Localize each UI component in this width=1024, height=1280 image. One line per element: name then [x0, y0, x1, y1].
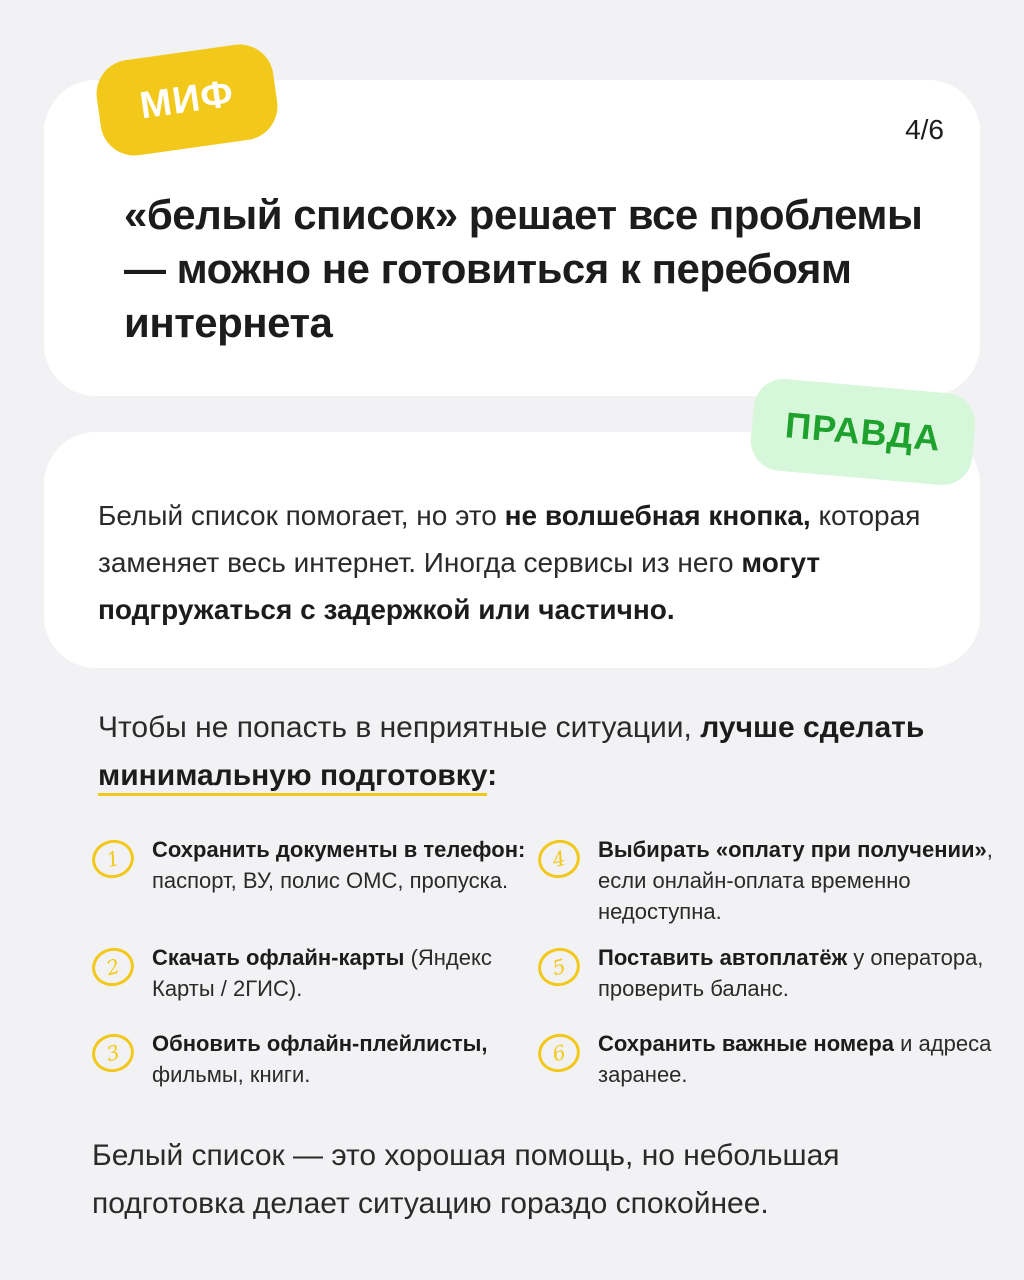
lead-text-bold: лучше сделать: [700, 711, 925, 744]
truth-tag: ПРАВДА: [748, 377, 977, 488]
truth-text-part: которая заменяет весь интернет. Иногда сервисы из него: [98, 500, 921, 578]
tip-rest: фильмы, книги.: [152, 1062, 311, 1087]
tip-number-badge: 6: [534, 1029, 584, 1076]
slide-counter: 4/6: [905, 114, 944, 145]
tip-bold: Обновить офлайн-плейлисты,: [152, 1031, 488, 1056]
footer-conclusion: Белый список — это хорошая помощь, но небольшая подготовка делает ситуацию гораздо спокойнее.: [92, 1139, 840, 1220]
tip-text: [598, 942, 998, 1004]
tip-rest: паспорт, ВУ, полис ОМС, пропуска.: [152, 868, 509, 893]
tip-rest: у оператора, проверить баланс.: [598, 945, 984, 1001]
tip-item: [538, 834, 998, 927]
tip-bold: Сохранить важные номера: [598, 1031, 895, 1056]
tip-text: [598, 834, 998, 927]
truth-text-part: Белый список помогает, но это: [98, 500, 505, 531]
tip-number-badge: 4: [534, 835, 584, 882]
truth-text-bold: могут подгружаться с задержкой или частично.: [98, 547, 821, 625]
tip-bold: Поставить автоплатёж: [598, 945, 848, 970]
tip-number-badge: 2: [88, 943, 138, 990]
tip-rest: (Яндекс Карты / 2ГИС).: [152, 945, 492, 1001]
tip-bold: Скачать офлайн-карты: [152, 945, 405, 970]
tip-rest: , если онлайн-оплата временно недоступна.: [598, 837, 993, 924]
tip-text: [152, 1028, 532, 1090]
tip-bold: Выбирать «оплату при получении»: [598, 837, 987, 862]
tip-text: [152, 834, 532, 896]
tip-number-badge: 1: [88, 835, 138, 882]
tip-item: [538, 942, 998, 1004]
tip-item: [92, 834, 532, 896]
tip-item: [92, 1028, 532, 1090]
lead-text-underlined: минимальную подготовку: [98, 759, 487, 796]
tip-number-badge: 5: [534, 943, 584, 990]
advice-lead: [98, 704, 958, 800]
lead-text-bold: :: [487, 759, 498, 792]
tip-item: [538, 1028, 998, 1090]
lead-text-part: Чтобы не попасть в неприятные ситуации,: [98, 711, 701, 744]
myth-statement: «белый список» решает все проблемы — можно не готовиться к перебоям интернета: [124, 191, 923, 346]
truth-statement: [98, 492, 958, 633]
tip-rest: и адреса заранее.: [598, 1031, 992, 1087]
tip-text: [598, 1028, 998, 1090]
tip-text: [152, 942, 532, 1004]
tip-bold: Сохранить документы в телефон:: [152, 837, 526, 862]
tip-item: [92, 942, 532, 1004]
truth-text-bold: не волшебная кнопка,: [504, 500, 811, 531]
myth-tag: МИФ: [92, 40, 282, 160]
tip-number-badge: 3: [88, 1029, 138, 1076]
